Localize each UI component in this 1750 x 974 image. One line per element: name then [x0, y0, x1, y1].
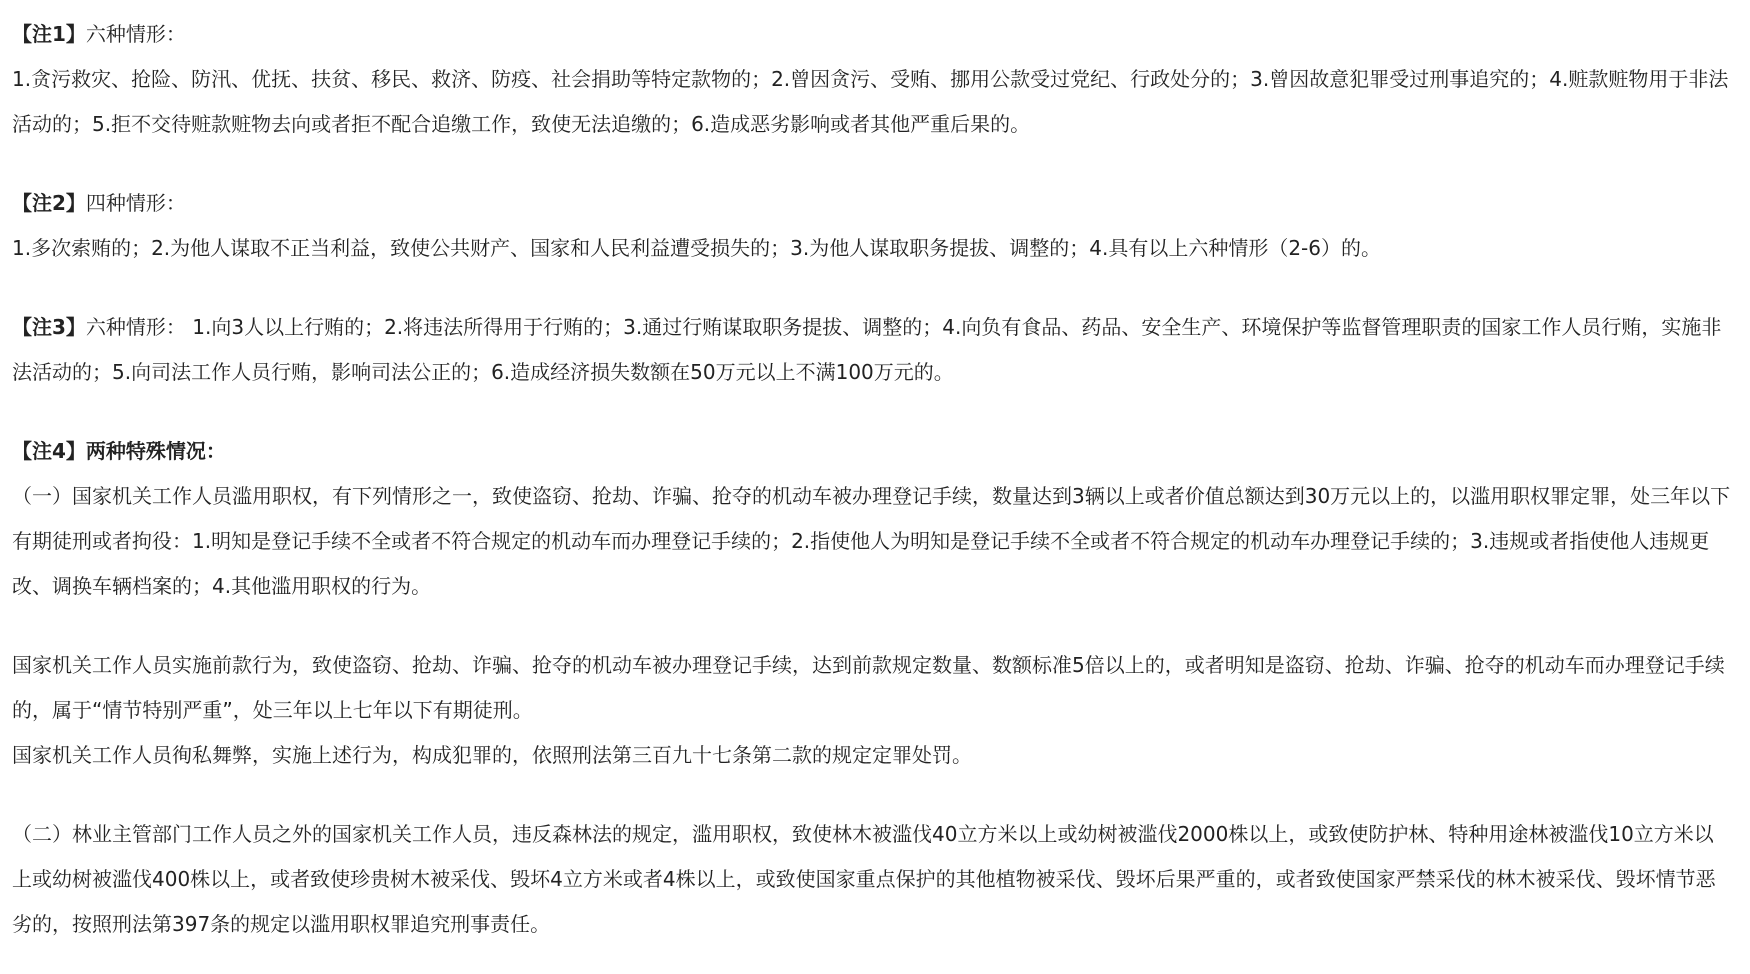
note-4-paragraph-4: （二）林业主管部门工作人员之外的国家机关工作人员，违反森林法的规定，滥用职权，致使林木被滥伐40立方米以上或幼树被滥伐2000株以上，或致使防护林、特种用途林被滥伐10立方米以上或幼树被滥伐400株以上，或者致使珍贵树木被采伐、毁坏4立方米或者4株以上，或致使国家重点保护的其他植物被采伐、毁坏后果严重的，或者致使国家严禁采伐的林木被采伐、毁坏情节恶劣的，按照刑法第397条的规定以滥用职权罪追究刑事责任。	[12, 822, 1716, 936]
note-3-text	[12, 305, 1732, 395]
note-3-subtitle: 六种情形：	[85, 315, 186, 339]
note-1	[12, 12, 1732, 147]
spacer	[12, 778, 1732, 812]
note-2-subtitle: 四种情形：	[85, 191, 186, 215]
spacer	[12, 147, 1732, 181]
note-4	[12, 429, 1732, 947]
note-4-paragraph-2: 国家机关工作人员实施前款行为，致使盗窃、抢劫、诈骗、抢夺的机动车被办理登记手续，达到前款规定数量、数额标准5倍以上的，或者明知是盗窃、抢劫、诈骗、抢夺的机动车而办理登记手续的，属于“情节特别严重”，处三年以上七年以下有期徒刑。	[12, 653, 1725, 722]
note-1-heading	[12, 12, 1732, 57]
note-2	[12, 181, 1732, 271]
note-2-title: 【注2】	[12, 191, 86, 215]
note-4-title: 【注4】	[12, 439, 86, 463]
note-2-heading	[12, 181, 1732, 226]
note-1-title: 【注1】	[12, 22, 86, 46]
note-3	[12, 305, 1732, 395]
note-4-heading	[12, 429, 1732, 474]
note-3-body: 1.向3人以上行贿的；2.将违法所得用于行贿的；3.通过行贿谋取职务提拔、调整的；4.向负有食品、药品、安全生产、环境保护等监督管理职责的国家工作人员行贿，实施非法活动的；5.向司法工作人员行贿，影响司法公正的；6.造成经济损失数额在50万元以上不满100万元的。	[12, 315, 1722, 384]
note-1-body: 1.贪污救灾、抢险、防汛、优抚、扶贫、移民、救济、防疫、社会捐助等特定款物的；2.曾因贪污、受贿、挪用公款受过党纪、行政处分的；3.曾因故意犯罪受过刑事追究的；4.赃款赃物用于非法活动的；5.拒不交待赃款赃物去向或者拒不配合追缴工作，致使无法追缴的；6.造成恶劣影响或者其他严重后果的。	[12, 67, 1729, 136]
note-4-paragraph-1: （一）国家机关工作人员滥用职权，有下列情形之一，致使盗窃、抢劫、诈骗、抢夺的机动车被办理登记手续，数量达到3辆以上或者价值总额达到30万元以上的，以滥用职权罪定罪，处三年以下有期徒刑或者拘役：1.明知是登记手续不全或者不符合规定的机动车而办理登记手续的；2.指使他人为明知是登记手续不全或者不符合规定的机动车办理登记手续的；3.违规或者指使他人违规更改、调换车辆档案的；4.其他滥用职权的行为。	[12, 484, 1731, 598]
spacer	[12, 609, 1732, 643]
note-4-paragraph-3: 国家机关工作人员徇私舞弊，实施上述行为，构成犯罪的，依照刑法第三百九十七条第二款的规定定罪处罚。	[12, 743, 972, 767]
note-1-subtitle: 六种情形：	[85, 22, 186, 46]
note-4-subtitle: 两种特殊情况：	[85, 439, 226, 463]
note-2-body: 1.多次索贿的；2.为他人谋取不正当利益，致使公共财产、国家和人民利益遭受损失的；3.为他人谋取职务提拔、调整的；4.具有以上六种情形（2-6）的。	[12, 236, 1381, 260]
spacer	[12, 271, 1732, 305]
note-3-title: 【注3】	[12, 315, 86, 339]
spacer	[12, 395, 1732, 429]
